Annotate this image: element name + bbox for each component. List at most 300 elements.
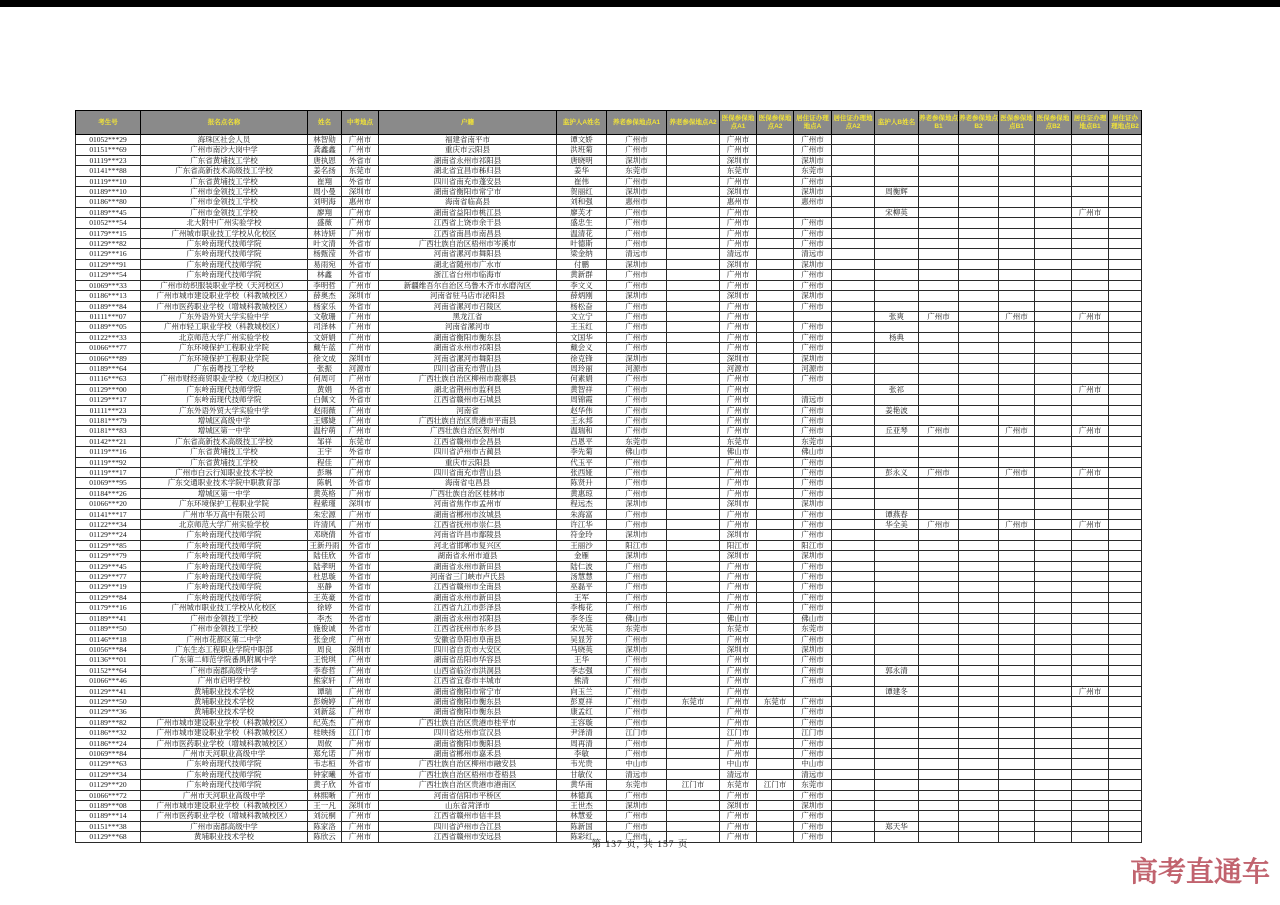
cell: 杨家乐 [308,301,342,311]
cell [667,135,720,145]
cell: 广州市 [794,280,832,290]
cell [959,343,999,353]
cell [832,447,875,457]
cell [757,426,794,436]
cell: 01129***17 [76,395,141,405]
cell: 广州市 [607,332,667,342]
cell [1072,759,1109,769]
cell [832,353,875,363]
cell [1072,790,1109,800]
cell [919,561,959,571]
cell: 陈家洛 [308,821,342,831]
cell [875,457,919,467]
cell: 广东岭南现代技师学院 [141,530,308,540]
cell [1109,457,1142,467]
cell [832,363,875,373]
cell: 王英豪 [308,592,342,602]
cell [757,343,794,353]
cell [832,665,875,675]
cell [832,135,875,145]
cell [757,676,794,686]
cell [959,738,999,748]
cell: 李志强 [557,665,607,675]
cell: 周衡辉 [875,187,919,197]
table-row [76,155,1142,165]
cell [959,613,999,623]
cell [919,696,959,706]
cell [1072,717,1109,727]
cell: 广州市 [720,582,757,592]
cell: 熊家轩 [308,676,342,686]
cell: 广州市南沙大岗中学 [141,145,308,155]
cell [875,301,919,311]
cell: 江西省赣州市安远县 [379,832,557,842]
cell [667,655,720,665]
cell [832,509,875,519]
cell [1035,395,1072,405]
cell: 广州市 [607,270,667,280]
table-row [76,145,1142,155]
cell: 戴会义 [557,343,607,353]
cell [667,270,720,280]
cell [919,592,959,602]
cell: 广州市 [720,218,757,228]
cell: 广西壮族自治区柳州市鹿寨县 [379,374,557,384]
cell [667,769,720,779]
cell: 贺丽红 [557,187,607,197]
cell [1072,249,1109,259]
cell: 清远市 [720,249,757,259]
cell [1072,291,1109,301]
column-header: 监护人A姓名 [557,111,607,135]
cell [667,436,720,446]
cell: 外省市 [342,759,379,769]
cell: 程佳 [308,457,342,467]
cell: 河南省信阳市平桥区 [379,790,557,800]
cell [1109,187,1142,197]
cell [875,478,919,488]
table-row [76,780,1142,790]
cell [667,551,720,561]
cell: 广州市 [794,696,832,706]
cell [832,572,875,582]
cell [1035,717,1072,727]
cell: 山东省菏泽市 [379,801,557,811]
cell: 巫磊平 [557,582,607,592]
cell [832,696,875,706]
cell [875,291,919,301]
cell [757,239,794,249]
cell [999,790,1035,800]
cell: 广州市 [342,655,379,665]
cell [1109,155,1142,165]
cell [999,332,1035,342]
cell [919,759,959,769]
cell [667,405,720,415]
cell [1035,332,1072,342]
cell: 广州市 [342,415,379,425]
cell: 01056***84 [76,644,141,654]
cell: 广东岭南现代技师学院 [141,384,308,394]
cell: 程远杰 [557,499,607,509]
cell [667,291,720,301]
cell [1109,145,1142,155]
cell [667,363,720,373]
cell: 广州市 [607,811,667,821]
cell [1072,561,1109,571]
cell [757,468,794,478]
cell: 杨典 [875,332,919,342]
cell: 彭琳 [308,468,342,478]
cell [1109,676,1142,686]
cell [832,790,875,800]
cell: 叶文清 [308,239,342,249]
table-row [76,207,1142,217]
cell [832,270,875,280]
cell: 广州市 [342,145,379,155]
cell [919,291,959,301]
cell: 王悦琪 [308,655,342,665]
cell: 外省市 [342,551,379,561]
cell [1035,145,1072,155]
cell: 四川省南充市蓬安县 [379,176,557,186]
cell: 刘新蕊 [308,707,342,717]
cell [1072,374,1109,384]
cell [667,592,720,602]
cell: 东莞市 [757,696,794,706]
cell: 广州市 [720,488,757,498]
cell [959,655,999,665]
cell [999,811,1035,821]
cell [1072,447,1109,457]
cell [1109,135,1142,145]
cell [757,748,794,758]
cell: 广州市 [720,509,757,519]
table-row [76,499,1142,509]
cell [667,572,720,582]
cell: 广州市 [720,270,757,280]
cell [757,686,794,696]
cell: 河源市 [720,363,757,373]
cell: 广州市 [342,322,379,332]
cell: 崔伟 [557,176,607,186]
cell: 湖南省衡阳市常宁市 [379,686,557,696]
cell [832,301,875,311]
cell: 清远市 [607,249,667,259]
cell: 外省市 [342,561,379,571]
cell: 深圳市 [607,530,667,540]
cell: 江门市 [757,780,794,790]
cell [875,166,919,176]
cell [832,780,875,790]
cell [1072,197,1109,207]
cell: 韦光贵 [557,759,607,769]
cell: 阳江市 [794,540,832,550]
cell: 江门市 [720,728,757,738]
table-row [76,280,1142,290]
table-row [76,707,1142,717]
cell [832,374,875,384]
cell: 广东省黄埔技工学校 [141,457,308,467]
cell [919,738,959,748]
cell: 郭永清 [875,665,919,675]
cell [832,644,875,654]
cell: 广州市 [720,686,757,696]
cell [1072,707,1109,717]
cell: 广州市华万高中有限公司 [141,509,308,519]
cell [757,228,794,238]
cell: 广州市 [720,790,757,800]
cell [1109,468,1142,478]
cell: 彭婉婷 [308,696,342,706]
cell [919,395,959,405]
cell [1035,540,1072,550]
cell: 01119***23 [76,155,141,165]
cell: 外省市 [342,270,379,280]
cell [757,499,794,509]
cell [999,644,1035,654]
cell [667,603,720,613]
cell: 邓晓倩 [308,530,342,540]
cell [667,759,720,769]
cell: 陈新国 [557,821,607,831]
cell [1035,363,1072,373]
cell: 杜思璇 [308,572,342,582]
cell: 宋柳英 [875,207,919,217]
cell: 深圳市 [342,187,379,197]
cell: 广州市 [607,426,667,436]
cell [875,738,919,748]
table-row [76,405,1142,415]
cell: 林鑫 [308,270,342,280]
cell [999,145,1035,155]
cell [959,176,999,186]
cell [757,270,794,280]
table-row [76,759,1142,769]
cell: 陈欣云 [308,832,342,842]
cell [999,363,1035,373]
cell: 江西省赣州市石城县 [379,395,557,405]
cell [1109,540,1142,550]
cell [667,374,720,384]
cell: 广东省黄埔技工学校 [141,176,308,186]
cell [919,790,959,800]
cell [832,748,875,758]
cell [1109,447,1142,457]
cell: 广州市 [342,343,379,353]
cell: 广州市 [794,676,832,686]
cell [919,270,959,280]
cell: 周锦霞 [557,395,607,405]
cell [667,187,720,197]
cell [1035,259,1072,269]
cell [919,582,959,592]
cell [667,239,720,249]
cell: 施俊诚 [308,624,342,634]
cell [1072,270,1109,280]
cell: 李冬连 [557,613,607,623]
cell [832,155,875,165]
cell: 广东岭南现代技师学院 [141,592,308,602]
cell [875,270,919,280]
cell: 海南省屯昌县 [379,478,557,488]
cell [959,395,999,405]
cell [999,540,1035,550]
cell: 广州市 [342,488,379,498]
cell [875,644,919,654]
cell: 广州市 [794,707,832,717]
cell [1109,790,1142,800]
cell [919,613,959,623]
cell: 彭永义 [875,468,919,478]
cell: 谭文娇 [557,135,607,145]
cell: 01151***69 [76,145,141,155]
cell: 广州市 [1072,207,1109,217]
cell [1109,166,1142,176]
cell: 江西省宜春市丰城市 [379,676,557,686]
cell [1035,374,1072,384]
cell [875,176,919,186]
column-header: 居住证办理地点B2 [1109,111,1142,135]
table-row [76,270,1142,280]
column-header: 户籍 [379,111,557,135]
cell: 广东交通职业技术学院中职教育部 [141,478,308,488]
cell [667,520,720,530]
cell: 01186***80 [76,197,141,207]
cell [1109,207,1142,217]
column-header: 中考地点 [342,111,379,135]
cell: 戴午蓝 [308,343,342,353]
cell [999,457,1035,467]
cell: 黑龙江省 [379,311,557,321]
cell: 广州市 [794,488,832,498]
cell [1072,259,1109,269]
cell: 黄惠琼 [557,488,607,498]
cell: 01069***33 [76,280,141,290]
cell: 广州市 [720,207,757,217]
cell [667,197,720,207]
cell [667,280,720,290]
cell [832,176,875,186]
cell [1072,509,1109,519]
cell: 外省市 [342,384,379,394]
cell: 许清风 [308,520,342,530]
cell: 外省市 [342,249,379,259]
cell: 易雨宛 [308,259,342,269]
cell [667,686,720,696]
cell [667,259,720,269]
table-row [76,488,1142,498]
cell [757,311,794,321]
cell [832,603,875,613]
cell: 01136***01 [76,655,141,665]
cell: 外省市 [342,395,379,405]
cell [1072,655,1109,665]
cell [757,530,794,540]
cell [832,311,875,321]
cell: 广州市 [720,821,757,831]
cell: 陈彩红 [557,832,607,842]
cell [757,155,794,165]
cell [919,478,959,488]
cell: 朱宏源 [308,509,342,519]
cell [1072,665,1109,675]
cell: 01129***84 [76,592,141,602]
cell: 广州市金领技工学校 [141,187,308,197]
cell [919,655,959,665]
table-row [76,613,1142,623]
cell: 01142***21 [76,436,141,446]
cell: 何素娟 [557,374,607,384]
cell [1072,176,1109,186]
cell [999,478,1035,488]
cell [959,644,999,654]
cell: 广州市 [342,811,379,821]
cell [667,707,720,717]
cell: 广东省高新技术高级技工学校 [141,166,308,176]
cell [959,374,999,384]
cell: 01129***54 [76,270,141,280]
cell [832,707,875,717]
cell [1109,259,1142,269]
cell [1035,280,1072,290]
cell: 广州市 [720,665,757,675]
cell [757,520,794,530]
cell [667,301,720,311]
cell [667,207,720,217]
cell: 广州市 [794,582,832,592]
cell: 林诗妍 [308,228,342,238]
cell: 深圳市 [720,353,757,363]
cell [1072,332,1109,342]
cell [959,759,999,769]
cell [757,249,794,259]
cell: 深圳市 [607,801,667,811]
cell [1035,707,1072,717]
cell: 广东生态工程职业学院中职部 [141,644,308,654]
cell: 付鹏 [557,259,607,269]
cell: 湖南省永州市祁阳县 [379,613,557,623]
table-row [76,218,1142,228]
cell: 广东岭南现代技师学院 [141,239,308,249]
cell: 湖南省永州市祁阳县 [379,155,557,165]
cell [667,530,720,540]
cell [832,582,875,592]
table-row [76,696,1142,706]
cell: 宋光英 [557,624,607,634]
cell: 广西壮族自治区桂林市 [379,488,557,498]
cell: 01069***95 [76,478,141,488]
cell: 广东环境保护工程职业学院 [141,499,308,509]
cell: 代玉平 [557,457,607,467]
cell: 韦志桓 [308,759,342,769]
cell: 广州市 [720,311,757,321]
cell [919,415,959,425]
cell [832,655,875,665]
cell: 外省市 [342,239,379,249]
cell: 四川省南充市营山县 [379,363,557,373]
cell: 浙江省台州市临海市 [379,270,557,280]
cell: 01116***63 [76,374,141,384]
cell [1072,676,1109,686]
cell: 广州市 [794,520,832,530]
cell: 东莞市 [794,436,832,446]
cell: 广州市 [607,655,667,665]
table-row [76,478,1142,488]
cell [999,488,1035,498]
cell: 01184***26 [76,488,141,498]
cell [919,530,959,540]
